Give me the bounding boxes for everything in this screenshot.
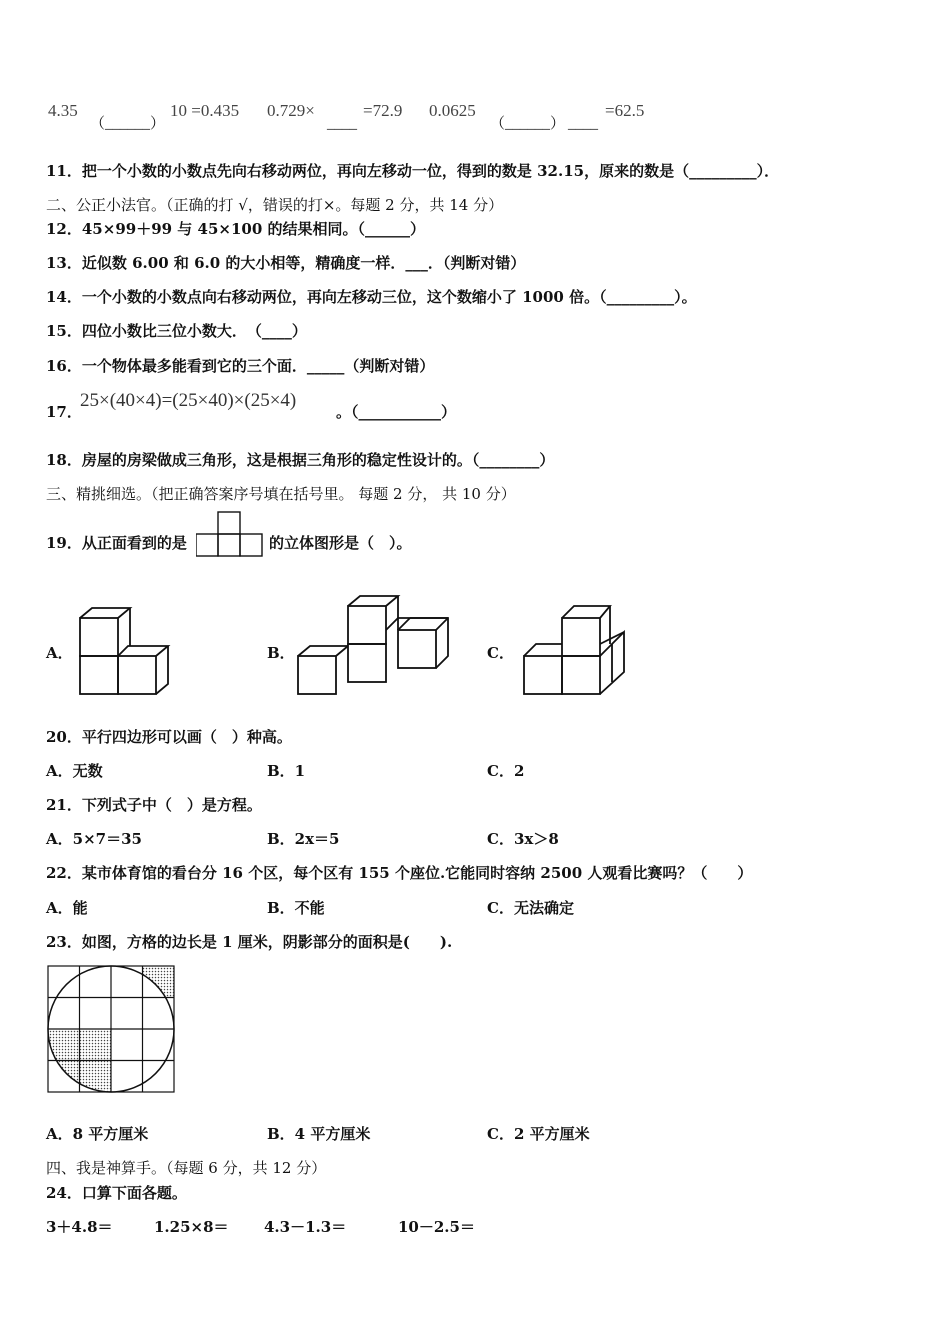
question-17-number: 17． — [46, 403, 82, 421]
q22-option-a[interactable]: A．能 — [46, 899, 88, 917]
q24-item-4: 10－2.5＝ — [398, 1218, 475, 1236]
question-21: 21．下列式子中（ ）是方程。 — [46, 796, 262, 814]
question-11: 11．把一个小数的小数点先向右移动两位，再向左移动一位，得到的数是 32.15，原来的数是（_________）． — [46, 162, 780, 180]
q24-item-2: 1.25×8＝ — [154, 1218, 229, 1236]
section-2-title: 二、公正小法官。（正确的打 √，错误的打×。每题 2 分，共 14 分） — [46, 196, 504, 214]
circle-grid-figure-icon — [46, 964, 178, 1096]
question-22: 22．某市体育馆的看台分 16 个区，每个区有 155 个座位.它能同时容纳 2500 人观看比赛吗？（ ） — [46, 864, 753, 882]
eq1-number: 4.35 — [48, 101, 78, 120]
section-3-title: 三、精挑细选。（把正确答案序号填在括号里。 每题 2 分， 共 10 分） — [46, 485, 516, 503]
question-20: 20．平行四边形可以画（ ）种高。 — [46, 728, 292, 746]
eq2-blank[interactable]: ____ — [327, 116, 357, 132]
question-17-equation: 25×(40×4)=(25×40)×(25×4) — [80, 390, 297, 411]
q23-option-a[interactable]: A．8 平方厘米 — [46, 1125, 149, 1143]
cube-figure-b-icon — [292, 590, 452, 702]
q22-option-b[interactable]: B．不能 — [267, 899, 325, 917]
q21-option-b[interactable]: B．2x＝5 — [267, 830, 340, 848]
eq3-number: 0.0625 — [429, 101, 476, 120]
q23-option-c[interactable]: C．2 平方厘米 — [487, 1125, 590, 1143]
eq1-rest: 10 =0.435 — [170, 101, 240, 120]
q20-option-c[interactable]: C．2 — [487, 762, 525, 780]
question-24: 24．口算下面各题。 — [46, 1184, 187, 1202]
q22-option-c[interactable]: C．无法确定 — [487, 899, 574, 917]
question-12: 12．45×99＋99 与 45×100 的结果相同。（______） — [46, 220, 425, 238]
q19-option-b[interactable]: B． — [267, 644, 295, 662]
q23-option-b[interactable]: B．4 平方厘米 — [267, 1125, 371, 1143]
q20-option-a[interactable]: A．无数 — [46, 762, 103, 780]
section-4-title: 四、我是神算手。（每题 6 分，共 12 分） — [46, 1159, 327, 1177]
q21-option-a[interactable]: A．5×7＝35 — [46, 830, 142, 848]
question-13: 13．近似数 6.00 和 6.0 的大小相等，精确度一样．___．（判断对错） — [46, 254, 526, 272]
question-14: 14．一个小数的小数点向右移动两位，再向左移动三位，这个数缩小了 1000 倍。（_________）。 — [46, 288, 697, 306]
eq3-blank-2[interactable]: ____ — [568, 116, 598, 132]
question-23: 23．如图，方格的边长是 1 厘米，阴影部分的面积是( ). — [46, 933, 453, 951]
question-19-pre: 19．从正面看到的是 — [46, 534, 187, 552]
q24-item-3: 4.3－1.3＝ — [264, 1218, 347, 1236]
eq3-rest: =62.5 — [605, 101, 645, 120]
q21-option-c[interactable]: C．3x＞8 — [487, 830, 559, 848]
q19-option-a[interactable]: A． — [46, 644, 73, 662]
q20-option-b[interactable]: B．1 — [267, 762, 306, 780]
eq2-rest: =72.9 — [363, 101, 403, 120]
question-18: 18．房屋的房梁做成三角形，这是根据三角形的稳定性设计的。（________） — [46, 451, 555, 469]
question-17-blank: 。（___________） — [336, 403, 457, 421]
eq2-number: 0.729× — [267, 101, 315, 120]
cube-figure-a-icon — [72, 600, 177, 700]
q19-option-c[interactable]: C． — [487, 644, 514, 662]
eq1-blank[interactable]: （______） — [90, 116, 166, 132]
question-19-post: 的立体图形是（ ）。 — [269, 534, 412, 552]
question-15: 15．四位小数比三位小数大． （____） — [46, 322, 307, 340]
question-16: 16．一个物体最多能看到它的三个面．_____（判断对错） — [46, 357, 435, 375]
q24-item-1: 3＋4.8＝ — [46, 1218, 113, 1236]
eq3-blank-1[interactable]: （______） — [490, 116, 566, 132]
cube-figure-c-icon — [518, 600, 633, 700]
front-view-icon — [196, 510, 266, 558]
